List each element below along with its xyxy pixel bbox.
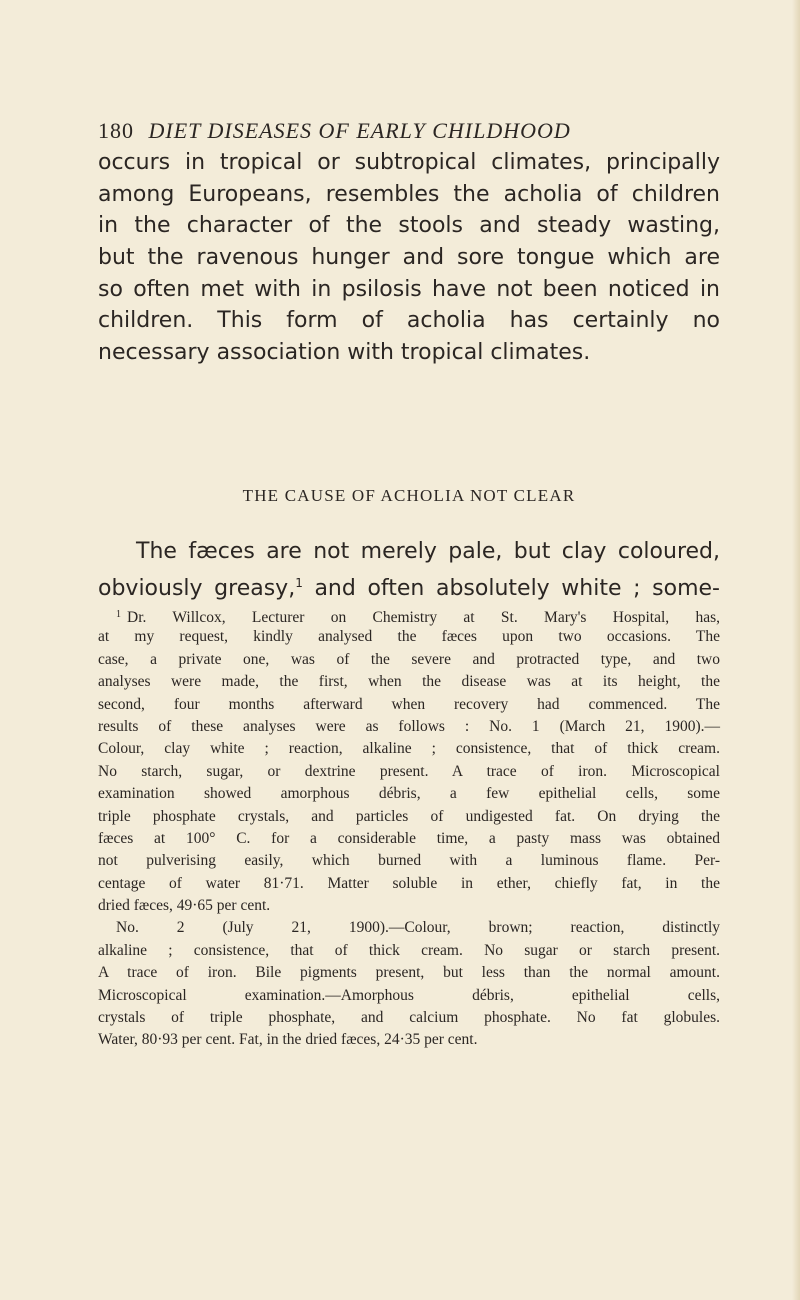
footnote-line: crystals of triple phosphate, and calcium phosphate. No fat globules.	[98, 1009, 720, 1027]
footnote-line: dried fæces, 49·65 per cent.	[98, 897, 271, 915]
text-line: children. This form of acholia has certainly no	[98, 308, 720, 334]
running-title: DIET DISEASES OF EARLY CHILDHOOD	[148, 118, 571, 143]
text-line: among Europeans, resembles the acholia of children	[98, 181, 720, 207]
footnote	[98, 604, 720, 1052]
footnote-line: No. 2 (July 21, 1900).—Colour, brown; reaction, distinctly	[116, 919, 720, 937]
footnote-line: A trace of iron. Bile pigments present, but less than the normal amount.	[98, 964, 720, 982]
footnote-line: case, a private one, was of the severe and protracted type, and two	[98, 650, 720, 668]
footnote-line: second, four months afterward when recovery had commenced. The	[98, 695, 720, 713]
footnote-line: not pulverising easily, which burned with a luminous flame. Per-	[98, 852, 720, 870]
footnote-mark: 1	[116, 609, 121, 620]
footnote-line: Water, 80·93 per cent. Fat, in the dried fæces, 24·35 per cent.	[98, 1031, 478, 1049]
footnote-line	[98, 604, 720, 626]
footnote-line: Microscopical examination.—Amorphous débris, epithelial cells,	[98, 986, 720, 1004]
page-edge-shadow	[792, 0, 800, 1300]
footnote-line: centage of water 81·71. Matter soluble in ether, chiefly fat, in the	[98, 874, 720, 892]
footnote-line: alkaline ; consistence, that of thick cream. No sugar or starch present.	[98, 941, 720, 959]
footnote-line: at my request, kindly analysed the fæces upon two occasions. The	[98, 628, 720, 646]
footnote-line: No starch, sugar, or dextrine present. A trace of iron. Microscopical	[98, 762, 720, 780]
footnote-line: analyses were made, the first, when the disease was at its height, the	[98, 673, 720, 691]
text-line: occurs in tropical or subtropical climates, principally	[98, 150, 720, 175]
footnote-text: Dr. Willcox, Lecturer on Chemistry at St. Mary's Hospital, has,	[127, 609, 720, 626]
footnote-reference: 1	[295, 575, 303, 590]
text-line: so often met with in psilosis have not been noticed in	[98, 276, 720, 302]
footnote-line: results of these analyses were as follows : No. 1 (March 21, 1900).—	[98, 717, 720, 735]
text-line: necessary association with tropical climates.	[98, 340, 591, 366]
paragraph-2	[98, 536, 720, 599]
text-line: but the ravenous hunger and sore tongue which are	[98, 245, 720, 271]
text-fragment: and often absolutely white ; some-	[302, 575, 720, 601]
footnote-line: Colour, clay white ; reaction, alkaline ; consistence, that of thick cream.	[98, 740, 720, 758]
footnote-line: examination showed amorphous débris, a few epithelial cells, some	[98, 785, 720, 803]
text-line: The fæces are not merely pale, but clay coloured,	[136, 539, 720, 564]
footnote-line: triple phosphate crystals, and particles of undigested fat. On drying the	[98, 807, 720, 825]
footnote-line: fæces at 100° C. for a considerable time, a pasty mass was obtained	[98, 829, 720, 847]
page-number: 180	[98, 118, 134, 143]
text-line: in the character of the stools and steady wasting,	[98, 213, 720, 239]
text-fragment: obviously greasy,	[98, 575, 296, 601]
section-heading: THE CAUSE OF ACHOLIA NOT CLEAR	[242, 486, 576, 505]
paragraph-1	[98, 147, 720, 369]
text-line	[98, 568, 720, 600]
running-head	[98, 118, 718, 144]
